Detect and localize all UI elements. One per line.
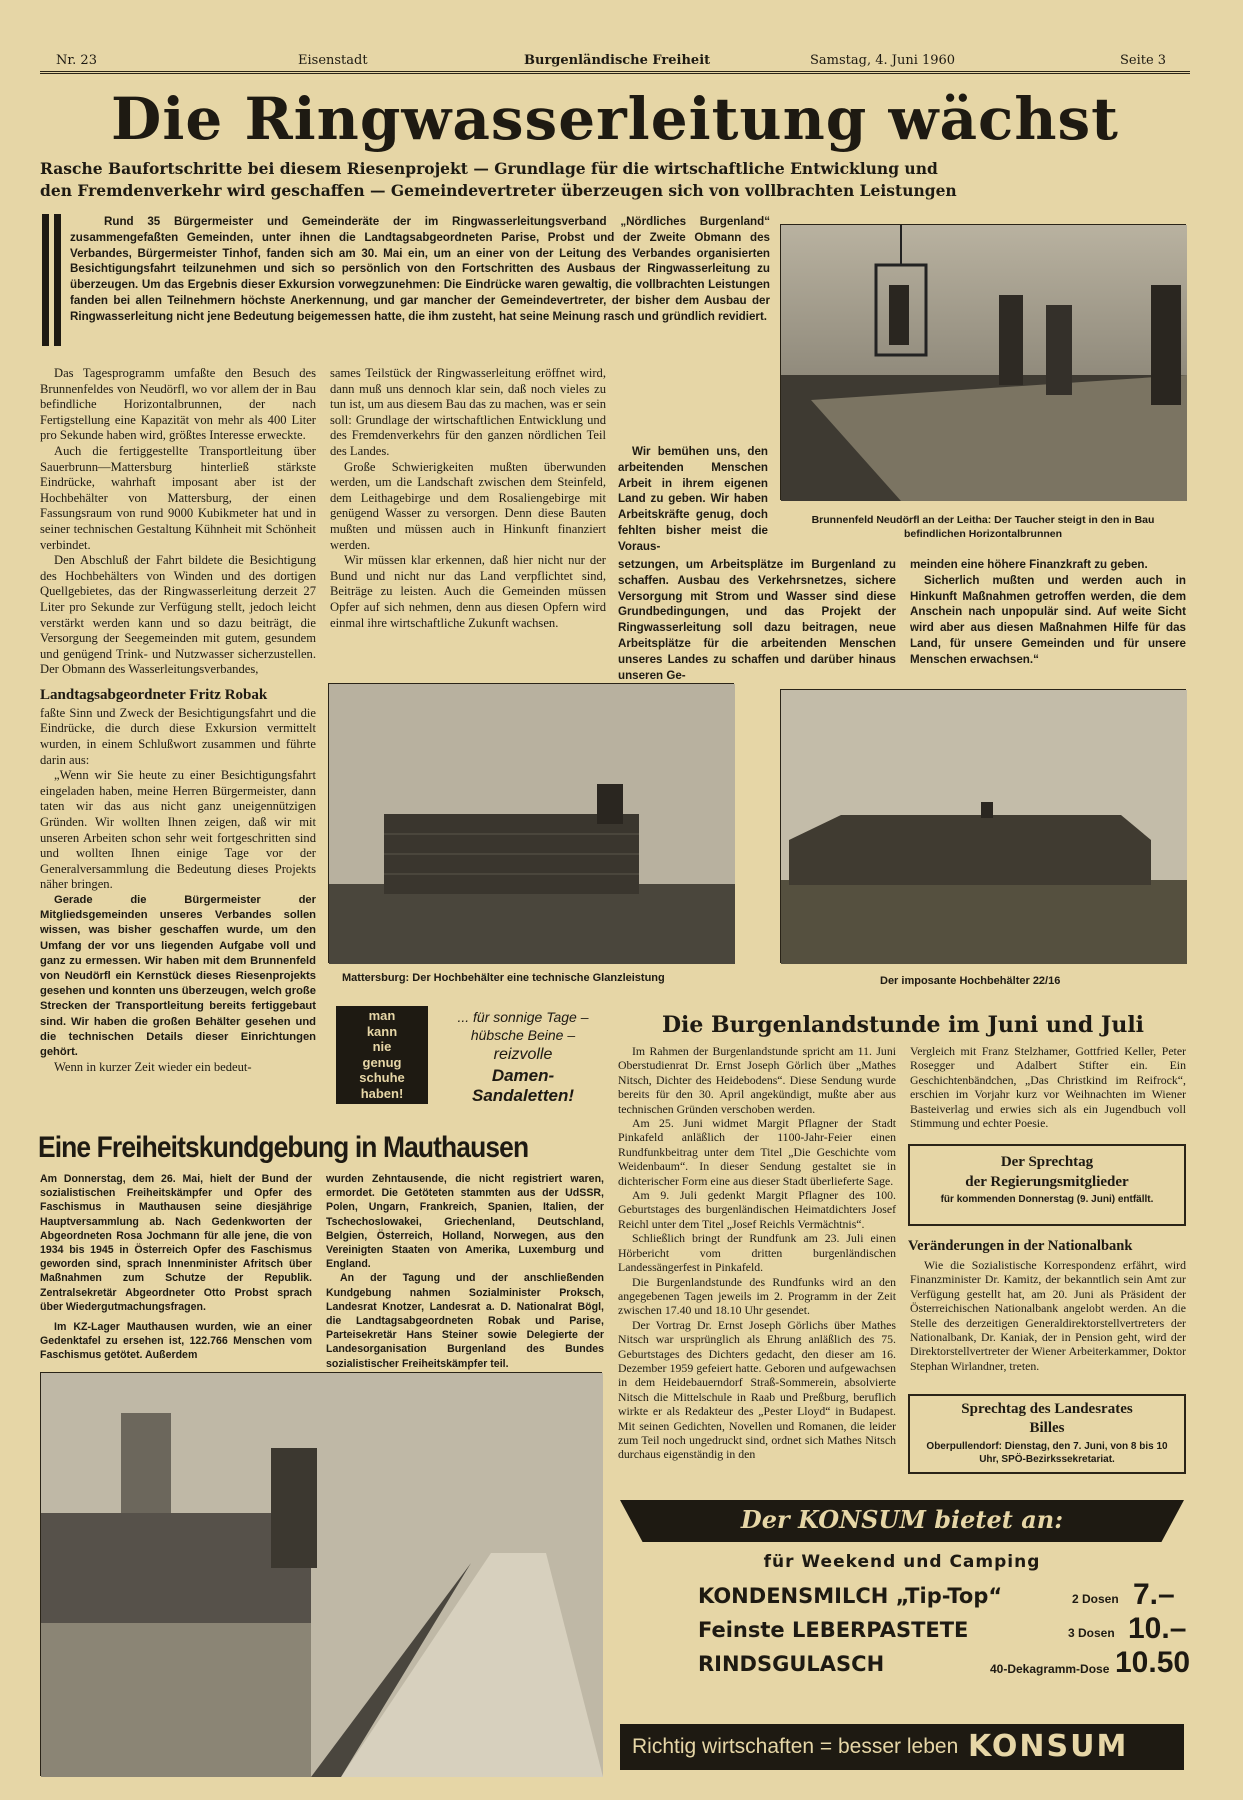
- konsum-item-qty: 40-Dekagramm-Dose: [990, 1662, 1110, 1676]
- konsum-title: Der KONSUM bietet an:: [740, 1505, 1064, 1534]
- paragraph: wurden Zehntausende, die nicht registriert waren, ermordet. Die Getöteten stammten aus der UdSSR, Polen, Ungarn, Frankreich, Spanien, Italien, der Tschechoslowakei, Griechenland, Deutschland, Belgien, Österreich, Holland, Norwegen, aus den Vereinigten Staaten von Amerika, Luxemburg und England.: [326, 1173, 604, 1271]
- paragraph: sames Teilstück der Ringwasserleitung eröffnet wird, dann muß uns dennoch klar sein, daß noch vieles zu tun ist, um aus diesem Bau das zu machen, was er sein soll: Grundlage der wirtschaftlichen Entwicklung und des Fremdenverkehrs für den ganzen nördlichen Teil des Landes.: [330, 366, 606, 458]
- lead-column-1: [40, 366, 316, 1106]
- lead-column-2: [330, 366, 606, 666]
- shoe-ad-badge: man kann nie genug schuhe haben!: [336, 1006, 428, 1104]
- header-place: Eisenstadt: [298, 53, 368, 68]
- paragraph: Gerade die Bürgermeister der Mitgliedsgemeinden unseres Verbandes sollen wissen, was bisher geschaffen wurde, um den Umfang der vor uns liegenden Aufgabe voll und ganz zu ermessen. Wir haben mit dem Brunnenfeld von Neudörfl ein Kernstück dieses Riesenprojekts gesehen und konnten uns überzeugen, welch große Strecken der Transportleitung bereits fertiggebaut sind. Wir haben die großen Behälter gesehen und die technischen Details dieser Einrichtungen gehört.: [40, 894, 316, 1059]
- page-header: [40, 50, 1190, 74]
- konsum-slogan: Richtig wirtschaften = besser leben: [632, 1735, 959, 1758]
- paragraph: Am 25. Juni widmet Margit Pflagner der Stadt Pinkafeld anläßlich der 1100-Jahr-Feier einen Rundfunkbeitrag unter dem Titel „Die Geschichte vom Weidenbaum“. In dieser Sendung gestaltet sie in dichterischer Form eine aus dieser Stadt überlieferte Sage.: [618, 1116, 896, 1188]
- paragraph: Sicherlich mußten und werden auch in Hinkunft Maßnahmen getroffen werden, die dem Anschein nach unpopulär sind. Auf weite Sicht wird aber aus diesen Maßnahmen Hilfe für das Land, für unsere Gemeinden und für unsere Menschen erwachsen.“: [910, 573, 1186, 666]
- paragraph: Die Burgenlandstunde des Rundfunks wird an den angegebenen Tagen jeweils im 2. Programm in der Zeit zwischen 17.40 und 18.10 Uhr gesendet.: [618, 1274, 896, 1318]
- rundfunk-column-1: [618, 1044, 896, 1462]
- drop-initial-bar: [42, 214, 49, 346]
- rundfunk-column-2: Vergleich mit Franz Stelzhamer, Gottfried Keller, Peter Rosegger und Adalbert Stifter ein. Ein Geschichtenbändchen, „Das Christkind im Reifrock“, erschien im Vorjahr kurz vor Weihnachten im Wiener Basteiverlag und erwies sich als ein Jugendbuch voll Stimmung und echter Poesie.: [910, 1044, 1186, 1131]
- paragraph: Wir müssen klar erkennen, daß hier nicht nur der Bund und nicht nur das Land verpflichtet sind, Beiträge zu leisten. Auch die Gemeinden müssen Opfer auf sich nehmen, denn aus diesen Opfern wird einmal ihre wirtschaftliche Zukunft wachsen.: [330, 553, 606, 630]
- paragraph: Den Abschluß der Fahrt bildete die Besichtigung des Hochbehälters von Winden und des dortigen Quellgebietes, das der Ringwasserleitung derzeit 27 Liter pro Sekunde zur Verfügung stellt, jedoch leicht verstärkt werden kann und so dazu beiträgt, die Versorgung der Seegemeinden mit gutem, gesundem und genügend Trink- und Nutzwasser sicherzustellen. Der Obmann des Wasserleitungsverbandes,: [40, 553, 316, 677]
- photo2-caption: Mattersburg: Der Hochbehälter eine technische Glanzleistung: [342, 972, 665, 984]
- shoe-ad-text: ... für sonnige Tage – hübsche Beine – reizvolle Damen- Sandaletten!: [457, 1009, 589, 1105]
- photo-mattersburg: [328, 683, 734, 963]
- photo-hochbehaelter: [780, 689, 1186, 963]
- sprechtag-box: Der Sprechtag der Regierungsmitglieder für kommenden Donnerstag (9. Juni) entfällt.: [908, 1144, 1186, 1226]
- paragraph: Am 9. Juli gedenkt Margit Pflagner des 100. Geburtstages des burgenländischen Heimatdichters Josef Reichl unter dem Titel „Josef Reichls Vermächtnis“.: [618, 1188, 896, 1231]
- paragraph: Am Donnerstag, dem 26. Mai, hielt der Bund der sozialistischen Freiheitskämpfer und Opfer des Faschismus in Mauthausen seine diesjährige Hauptversammlung ab. Nach Gedenkworten der Abgeordneten Rosa Jochmann für alle jene, die von 1934 bis 1945 in Österreich Opfer des Faschismus geworden sind, sprach Innenminister Afritsch über Maßnahmen zum Schutze der Republik. Zentralsekretär Abgeordneter Otto Probst sprach über Wiedergutmachungsfragen.: [40, 1173, 312, 1313]
- konsum-ad: [618, 1494, 1191, 1782]
- photo1-caption: Brunnenfeld Neudörfl an der Leitha: Der Taucher steigt in den in Bau befindlichen Horizontalbrunnen: [811, 514, 1155, 540]
- landesrat-box: Sprechtag des Landesrates Billes Oberpullendorf: Dienstag, den 7. Juni, von 8 bis 10 Uhr, SPÖ-Bezirkssekretariat.: [908, 1394, 1186, 1474]
- subheading: Landtagsabgeordneter Fritz Robak: [40, 686, 268, 703]
- paragraph: Wenn in kurzer Zeit wieder ein bedeut-: [54, 1060, 252, 1075]
- mauthausen-column-1: [40, 1172, 312, 1362]
- photo-mauthausen: [40, 1372, 602, 1776]
- issue-number: Nr. 23: [56, 53, 97, 68]
- nationalbank-text: Wie die Sozialistische Korrespondenz erfährt, wird Finanzminister Dr. Kamitz, der bekanntlich sein Amt zur Verfügung gestellt hat, am 20. Juni als Präsident der Österreichischen Nationalbank angelobt werden. An die Stelle des derzeitigen Generaldirektorstellvertreters der Nationalbank, Dr. Kaniak, der in Pension geht, wird der Direktorstellvertreter der Wiener Arbeiterkammer, Doktor Stephan Wirlandner, treten.: [910, 1258, 1186, 1373]
- lead-headline: Die Ringwasserleitung wächst: [111, 85, 1119, 153]
- paragraph: „Wenn wir Sie heute zu einer Besichtigungsfahrt eingeladen haben, meine Herren Bürgermeister, dann taten wir das aus nicht ganz uneigennützigen Gründen. Wir wollten Ihnen zeigen, daß wir mit unseren Arbeiten schon sehr weit fortgeschritten sind und wollten Ihnen einige Tage vor der Generalversammlung die Bedeutung dieses Projekts näher bringen.: [40, 768, 316, 892]
- paragraph: meinden eine höhere Finanzkraft zu geben.: [910, 558, 1148, 571]
- lead-intro: Rund 35 Bürgermeister und Gemeinderäte der im Ringwasserleitungsverband „Nördliches Burgenland“ zusammengefaßten Gemeinden, unter ihnen die Landtagsabgeordneten Parise, Probst und der Zweite Obmann des Verbandes, Bürgermeister Tinhof, fanden sich am 30. Mai ein, um an einer von der Leitung des Verbandes organisierten Besichtigungsfahrt teilzunehmen und sich so persönlich von den Fortschritten des Ausbaus der Ringwasserleitung zu überzeugen. Um das Ergebnis dieser Exkursion vorwegzunehmen: Die Eindrücke waren gewaltig, die vollbrachten Leistungen fanden bei allen Teilnehmern höchste Anerkennung, und gar mancher der Gemeindevertreter, der bisher dem Ausbau der Ringwasserleitung nicht jene Bedeutung beigemessen hatte, die ihm zusteht, hat seine Meinung rasch und gründlich revidiert.: [70, 215, 770, 323]
- paragraph: Das Tagesprogramm umfaßte den Besuch des Brunnenfeldes von Neudörfl, wo vor allem der in Bau befindliche Horizontalbrunnen, der nach Fertigstellung eine Kapazität von mehr als 400 Liter pro Sekunde haben wird, größtes Interesse erweckte.: [40, 366, 316, 443]
- lead-column-4: [910, 557, 1186, 667]
- paragraph: Schließlich bringt der Rundfunk am 23. Juli einen Hörbericht vom dritten burgenländischen Landessängerfest in Pinkafeld.: [618, 1231, 896, 1275]
- konsum-item-price: 7.–: [1133, 1578, 1175, 1611]
- konsum-item-qty: 3 Dosen: [1068, 1626, 1115, 1640]
- paragraph: An der Tagung und der anschließenden Kundgebung nahmen Sozialminister Proksch, Landesrat Knotzer, Landesrat a. D. Nationalrat Bögl, die Landtagsabgeordneten Robak und Parise, Parteisekretär Hans Steiner sowie Delegierte der Landesorganisation Burgenland des Bundes sozialistischer Freiheitskämpfer teil.: [326, 1272, 604, 1370]
- header-paper: Burgenländische Freiheit: [524, 53, 711, 68]
- photo3-caption: Der imposante Hochbehälter 22/16: [880, 975, 1061, 987]
- konsum-item-price: 10.50: [1115, 1646, 1191, 1679]
- rundfunk-headline: Die Burgenlandstunde im Juni und Juli: [661, 1012, 1145, 1038]
- mauthausen-headline: Eine Freiheitskundgebung in Mauthausen: [38, 1131, 529, 1164]
- konsum-item-qty: 2 Dosen: [1072, 1592, 1119, 1606]
- header-date: Samstag, 4. Juni 1960: [810, 53, 956, 68]
- lead-column-3-top: Wir bemühen uns, den arbeitenden Menschen Arbeit in ihrem eigenen Land zu geben. Wir haben Arbeitskräfte genug, doch fehlten bisher meist die Voraus-: [618, 445, 768, 553]
- photo-brunnenfeld: [780, 224, 1186, 500]
- header-page: Seite 3: [1120, 53, 1167, 68]
- drop-initial-bar: [54, 214, 61, 346]
- nationalbank-headline: Veränderungen in der Nationalbank: [908, 1238, 1133, 1254]
- konsum-item-price: 10.–: [1128, 1612, 1187, 1645]
- konsum-subtitle: für Weekend und Camping: [763, 1552, 1041, 1572]
- lead-subheadline: Rasche Baufortschritte bei diesem Riesenprojekt — Grundlage für die wirtschaftliche Entwicklung und den Fremdenverkehr wird geschaffen — Gemeindevertreter überzeugen sich von vollbrachten Leistungen: [40, 159, 957, 200]
- paragraph: Auch die fertiggestellte Transportleitung über Sauerbrunn—Mattersburg hinterließ stärkste Eindrücke, wahrhaft imposant aber ist der Hochbehälter von Mattersburg, der einen Fassungsraum von rund 9000 Kubikmeter hat und in seiner technischen Gestaltung Kühnheit mit Schönheit verbindet.: [40, 443, 316, 552]
- paragraph: Der Vortrag Dr. Ernst Joseph Görlichs über Mathes Nitsch war ursprünglich als Ehrung anläßlich des 75. Geburtstages des Dichters gedacht, den dieser am 16. Dezember 1959 gefeiert hatte. Geboren und aufgewachsen in dem Heidebauerndorf Straß-Sommerein, absolvierte Nitsch die Mittelschule in Raab und Preßburg, beruflich wirkte er als Redakteur des „Pester Lloyd“ in Budapest. Mit seinen Gedichten, Novellen und Romanen, die leider zum Teil noch ungedruckt sind, ordnet sich Mathes Nitsch durchaus eigenständig in den: [618, 1317, 896, 1462]
- paragraph: Große Schwierigkeiten mußten überwunden werden, um die Landschaft zwischen dem Steinfeld, dem Leithagebirge und dem Rosaliengebirge mit genügend Wasser zu versorgen. Denn diese Bauten mußten und müssen auch in Hinkunft finanziert werden.: [330, 459, 606, 552]
- mauthausen-column-2: [326, 1172, 604, 1370]
- paragraph: faßte Sinn und Zweck der Besichtigungsfahrt und die Eindrücke, die durch diese Exkursion vermittelt wurden, in einem Schlußwort zusammen und führte darin aus:: [40, 705, 316, 767]
- konsum-item-name: KONDENSMILCH „Tip-Top“: [698, 1584, 1003, 1608]
- paragraph: Im KZ-Lager Mauthausen wurden, wie an einer Gedenktafel zu ersehen ist, 122.766 Menschen vom Faschismus getötet. Außerdem: [40, 1321, 312, 1362]
- konsum-brand: KONSUM: [968, 1729, 1129, 1764]
- paragraph: Im Rahmen der Burgenlandstunde spricht am 11. Juni Oberstudienrat Dr. Ernst Joseph Görlich über „Mathes Nitsch, Dichter des Heidebodens“. Diese Sendung wurde bereits für den 30. April angekündigt, mußte aber aus technischen Gründen verschoben werden.: [618, 1044, 896, 1116]
- lead-column-3: setzungen, um Arbeitsplätze im Burgenland zu schaffen. Ausbau des Verkehrsnetzes, sichere Versorgung mit Strom und Wasser sind diese Grundbedingungen, und das Projekt der Ringwasserleitung soll dazu beitragen, neue Arbeitsplätze für die arbeitenden Menschen unseres Landes zu schaffen und darüber hinaus unseren Ge-: [618, 558, 896, 682]
- konsum-item-name: Feinste LEBERPASTETE: [698, 1618, 969, 1642]
- konsum-item-name: RINDSGULASCH: [698, 1652, 885, 1676]
